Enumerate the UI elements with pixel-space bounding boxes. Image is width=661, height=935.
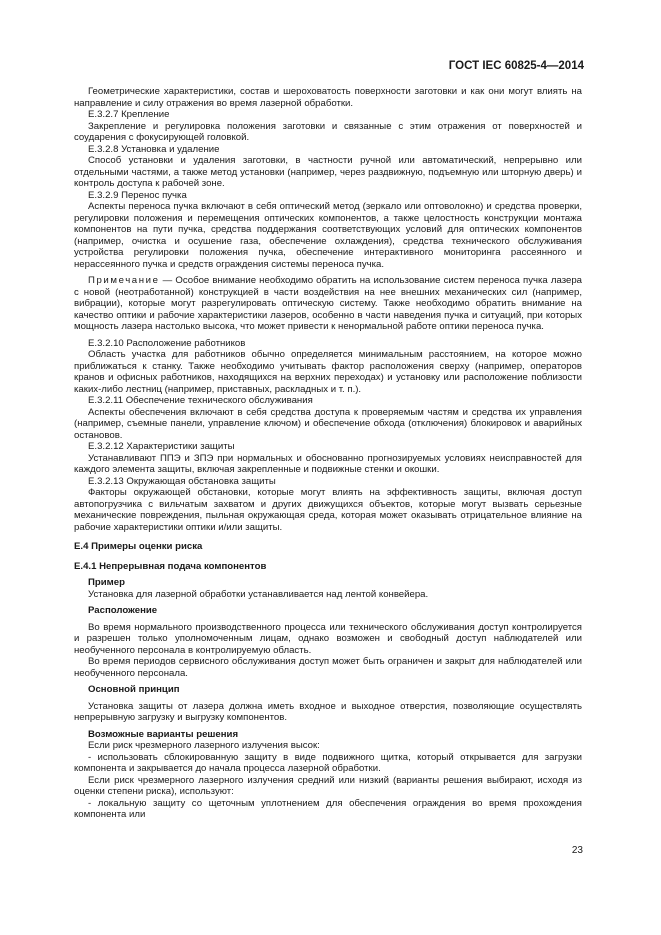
page-header-standard-code: ГОСТ IEC 60825-4—2014 bbox=[448, 60, 584, 72]
section-heading-e4: Е.4 Примеры оценки риска bbox=[74, 541, 203, 552]
section-heading-e3212: Е.3.2.12 Характеристики защиты bbox=[88, 441, 235, 452]
paragraph: Аспекты обеспечения включают в себя средства доступа к проверяемым частям и средства их управления (например, съемные панели, управление ключом) и обеспечение обхода (отключения) блокировок и аварийных остановов. bbox=[74, 406, 582, 441]
paragraph: - локальную защиту со щеточным уплотнением для обеспечения ограждения во время прохождения компонента или bbox=[74, 797, 582, 820]
paragraph: Область участка для работников обычно определяется минимальным расстоянием, на которое можно приближаться к станку. Также необходимо учитывать фактор расположения сверху (например, операторов кранов и офисных работников, находящихся на верхних переходах) и установку или расположение поблизости каких-либо лестниц (например, приставных, раскладных и т. п.). bbox=[74, 349, 582, 395]
section-heading-e327: Е.3.2.7 Крепление bbox=[88, 109, 170, 120]
section-heading-e329: Е.3.2.9 Перенос пучка bbox=[88, 189, 187, 201]
section-heading-e3213: Е.3.2.13 Окружающая обстановка защиты bbox=[88, 475, 276, 487]
section-heading-e3211: Е.3.2.11 Обеспечение технического обслуживания bbox=[88, 395, 313, 406]
paragraph: Способ установки и удаления заготовки, в частности ручной или автоматический, непрерывно или отдельными частями, а также метод установки (например, через раздвижную, подъемную или шторную дверь) и контроль доступа к рабочей зоне. bbox=[74, 155, 582, 189]
example-label: Пример bbox=[88, 577, 125, 588]
location-label: Расположение bbox=[88, 605, 158, 616]
section-heading-e3210: Е.3.2.10 Расположение работников bbox=[88, 337, 246, 349]
note-text: — Особое внимание необходимо обратить на использование систем переноса пучка лазера с новой (неотработанной) конструкцией в части воздействия на нее внешних механических сил (например, вибрации), которые могут разрегулировать оптическую систему. Также необходимо обратить внимание на качество оптики и рабочие характеристики лазеров, особенно в части наведения пучка и ситуаций, при которых мощность лазера настолько высока, что может привести к ненормальной работе оптики переноса пучка. bbox=[74, 275, 582, 332]
paragraph: Установка защиты от лазера должна иметь входное и выходное отверстия, позволяющие осуществлять непрерывную загрузку и выгрузку компонентов. bbox=[74, 700, 582, 723]
paragraph: Установка для лазерной обработки устанавливается над лентой конвейера. bbox=[88, 588, 429, 600]
paragraph: - использовать сблокированную защиту в виде подвижного щитка, который открывается для загрузки компонента и закрывается до начала процесса лазерной обработки. bbox=[74, 751, 582, 774]
solutions-label: Возможные варианты решения bbox=[88, 728, 239, 740]
page-number: 23 bbox=[571, 845, 583, 856]
paragraph: Во время нормального производственного процесса или технического обслуживания доступ контролируется и разрешен только уполномоченным лицам, однако возможен и свободный доступ наблюдателей или необученного персонала в контролируемую область. bbox=[74, 621, 582, 656]
section-heading-e41: Е.4.1 Непрерывная подача компонентов bbox=[74, 560, 267, 572]
paragraph: Закрепление и регулировка положения заготовки и связанные с этим отражения от поверхностей и соударения с фокусирующей головкой. bbox=[74, 120, 582, 143]
paragraph: Факторы окружающей обстановки, которые могут влиять на эффективность защиты, включая доступ автопогрузчика с вильчатым захватом и других движущихся объектов, которые могут вызвать серьезные механические повреждения, пыльная окружающая среда, которая может оказывать отрицательное влияние на рабочие характеристики оптики и/или защиты. bbox=[74, 487, 582, 533]
principle-label: Основной принцип bbox=[88, 684, 180, 695]
paragraph: Во время периодов сервисного обслуживания доступ может быть ограничен и закрыт для наблюдателей или необученного персонала. bbox=[74, 656, 582, 679]
note-paragraph bbox=[74, 275, 582, 333]
paragraph: Если риск чрезмерного лазерного излучения высок: bbox=[88, 740, 320, 751]
section-heading-e328: Е.3.2.8 Установка и удаление bbox=[88, 143, 220, 155]
paragraph: Аспекты переноса пучка включают в себя оптический метод (зеркало или оптоволокно) и средства проверки, регулировки положения и перемещения оптических компонентов, а также целостность конструкции монтажа компонентов на пути пучка, средства поддержания соответствующих условий для оптических компонентов (например, очистка и осушение газа, обеспечение охлаждения), средства технического обслуживания устройства регулировки положения пучка, обеспечение интерактивного мониторинга рассеянного и нерассеянного пучка и средств ограждения системы переноса пучка. bbox=[74, 201, 582, 270]
paragraph: Если риск чрезмерного лазерного излучения средний или низкий (варианты решения выбирают, исходя из оценки степени риска), используют: bbox=[74, 774, 582, 797]
note-label: Примечание bbox=[88, 275, 160, 286]
paragraph: Устанавливают ППЭ и ЗПЭ при нормальных и обоснованно прогнозируемых условиях неисправностей для каждого элемента защиты, включая закрепленные и подвижные стенки и окошки. bbox=[74, 452, 582, 475]
paragraph: Геометрические характеристики, состав и шероховатость поверхности заготовки и как они могут влиять на направление и силу отражения во время лазерной обработки. bbox=[74, 86, 582, 109]
document-body bbox=[74, 86, 582, 821]
